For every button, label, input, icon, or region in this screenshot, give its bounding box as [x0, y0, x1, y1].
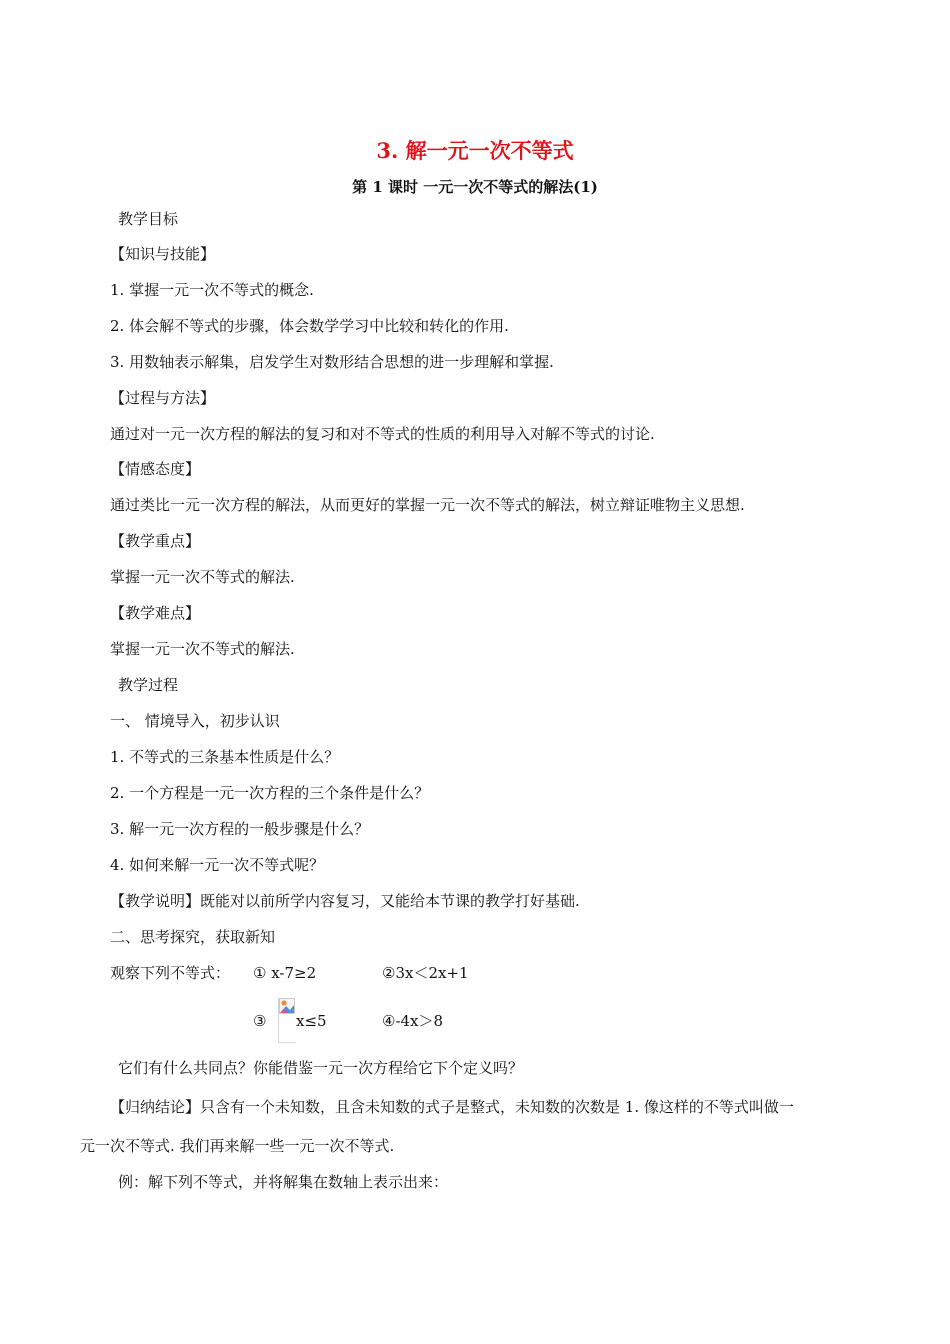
paragraph: 通过类比一元一次方程的解法，从而更好的掌握一元一次不等式的解法，树立辩证唯物主义思想.: [110, 496, 745, 514]
paragraph: 3. 用数轴表示解集，启发学生对数形结合思想的进一步理解和掌握.: [110, 353, 554, 371]
paragraph: 1. 掌握一元一次不等式的概念.: [110, 281, 314, 299]
inequality-1: ① x-7≥2: [253, 964, 317, 982]
subsection-heading: 【过程与方法】: [110, 389, 216, 407]
broken-image-icon: [278, 998, 296, 1043]
inequality-2: ②3x＜2x+1: [382, 964, 469, 982]
page-title: 3. 解一元一次不等式: [376, 138, 574, 163]
list-item: 4. 如何来解一元一次不等式呢？: [110, 856, 325, 874]
inequality-lead: 观察下列不等式：: [110, 964, 231, 982]
section-heading: 一、 情境导入，初步认识: [110, 712, 280, 730]
paragraph: 掌握一元一次不等式的解法.: [110, 640, 295, 658]
lesson-subtitle: 第 1 课时 一元一次不等式的解法(1): [352, 178, 598, 196]
subsection-heading: 【情感态度】: [110, 460, 201, 478]
conclusion-paragraph: 【归纳结论】只含有一个未知数，且含未知数的式子是整式，未知数的次数是 1. 像这样的不等式叫做一: [110, 1098, 794, 1116]
paragraph: 掌握一元一次不等式的解法.: [110, 568, 295, 586]
section-heading: 教学过程: [118, 676, 179, 694]
subsection-heading: 【教学重点】: [110, 532, 201, 550]
paragraph: 2. 体会解不等式的步骤，体会数学学习中比较和转化的作用.: [110, 317, 509, 335]
section-heading: 教学目标: [118, 210, 179, 228]
example-prompt: 例：解下列不等式，并将解集在数轴上表示出来：: [118, 1173, 449, 1191]
list-item: 2. 一个方程是一元一次方程的三个条件是什么？: [110, 784, 430, 802]
conclusion-paragraph-continued: 元一次不等式. 我们再来解一些一元一次不等式.: [80, 1137, 395, 1155]
section-heading: 二、思考探究，获取新知: [110, 928, 276, 946]
subsection-heading: 【教学难点】: [110, 604, 201, 622]
inequality-3: x≤5: [296, 1012, 327, 1030]
inequality-3-mark: ③: [253, 1012, 267, 1030]
subsection-heading: 【知识与技能】: [110, 245, 216, 263]
paragraph: 它们有什么共同点？你能借鉴一元一次方程给它下个定义吗？: [118, 1059, 524, 1077]
list-item: 3. 解一元一次方程的一般步骤是什么？: [110, 820, 370, 838]
list-item: 1. 不等式的三条基本性质是什么？: [110, 748, 340, 766]
image-placeholder-icon: [279, 998, 296, 1020]
paragraph: 【教学说明】既能对以前所学内容复习，又能给本节课的教学打好基础.: [110, 892, 580, 910]
inequality-4: ④-4x＞8: [382, 1012, 444, 1030]
paragraph: 通过对一元一次方程的解法的复习和对不等式的性质的利用导入对解不等式的讨论.: [110, 425, 655, 443]
